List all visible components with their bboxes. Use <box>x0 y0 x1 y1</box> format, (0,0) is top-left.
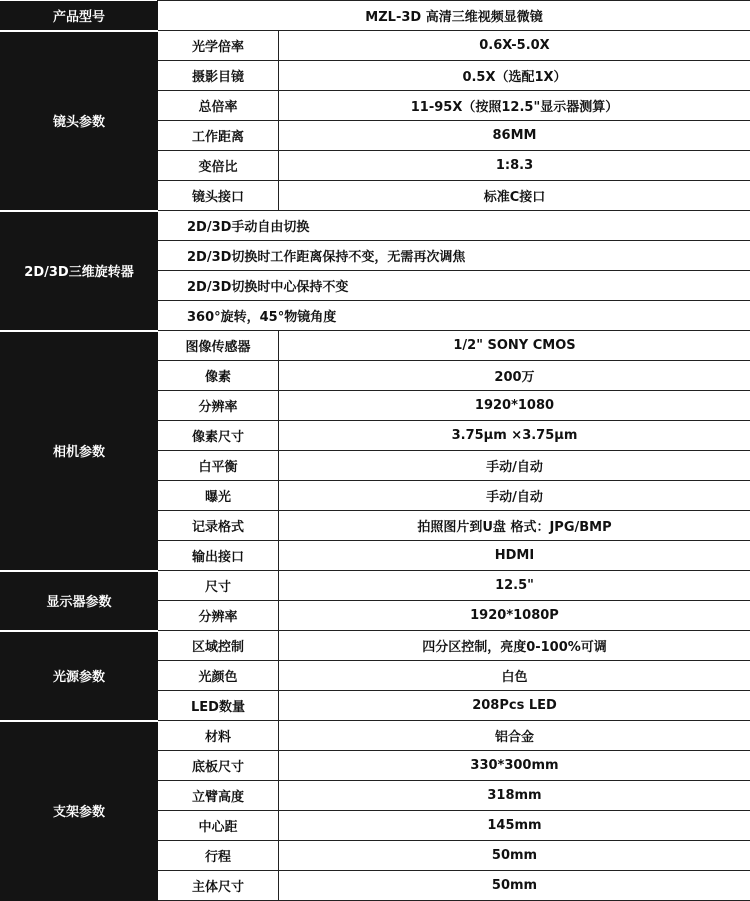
param-value: 208Pcs LED <box>279 691 750 721</box>
param-value: 318mm <box>279 781 750 811</box>
param-value: 1920*1080P <box>279 601 750 631</box>
param-value: 50mm <box>279 841 750 871</box>
table-row <box>1 331 750 361</box>
param-name: 光学倍率 <box>158 31 279 61</box>
feature-text: 2D/3D切换时中心保持不变 <box>158 271 750 301</box>
feature-text: 2D/3D切换时工作距离保持不变，无需再次调焦 <box>158 241 750 271</box>
param-value: 0.6X-5.0X <box>279 31 750 61</box>
param-value: 铝合金 <box>279 721 750 751</box>
param-name: 主体尺寸 <box>158 871 279 901</box>
feature-text: 2D/3D手动自由切换 <box>158 211 750 241</box>
param-name: 中心距 <box>158 811 279 841</box>
param-name: 总倍率 <box>158 91 279 121</box>
param-value: 11-95X（按照12.5"显示器测算） <box>279 91 750 121</box>
param-value: HDMI <box>279 541 750 571</box>
param-name: 摄影目镜 <box>158 61 279 91</box>
feature-text: 360°旋转，45°物镜角度 <box>158 301 750 331</box>
table-row <box>1 721 750 751</box>
param-value: 手动/自动 <box>279 481 750 511</box>
table-row <box>1 211 750 241</box>
param-value: 200万 <box>279 361 750 391</box>
param-value: 330*300mm <box>279 751 750 781</box>
param-name: 曝光 <box>158 481 279 511</box>
table-row <box>1 31 750 61</box>
table-row <box>1 571 750 601</box>
param-name: 像素尺寸 <box>158 421 279 451</box>
param-value: 白色 <box>279 661 750 691</box>
param-name: 立臂高度 <box>158 781 279 811</box>
product-model-value: MZL-3D 高清三维视频显微镜 <box>158 1 750 31</box>
param-name: 记录格式 <box>158 511 279 541</box>
param-name: 材料 <box>158 721 279 751</box>
param-name: 行程 <box>158 841 279 871</box>
param-name: 底板尺寸 <box>158 751 279 781</box>
param-value: 手动/自动 <box>279 451 750 481</box>
param-value: 86MM <box>279 121 750 151</box>
param-name: 光颜色 <box>158 661 279 691</box>
param-name: 白平衡 <box>158 451 279 481</box>
param-value: 12.5" <box>279 571 750 601</box>
param-name: 变倍比 <box>158 151 279 181</box>
param-value: 1/2" SONY CMOS <box>279 331 750 361</box>
param-value: 0.5X（选配1X） <box>279 61 750 91</box>
table-row <box>1 631 750 661</box>
param-name: 区域控制 <box>158 631 279 661</box>
param-name: 分辨率 <box>158 391 279 421</box>
param-name: 像素 <box>158 361 279 391</box>
param-value: 四分区控制，亮度0-100%可调 <box>279 631 750 661</box>
product-model-label: 产品型号 <box>1 1 158 31</box>
section-category: 光源参数 <box>1 631 158 721</box>
section-category: 显示器参数 <box>1 571 158 631</box>
param-value: 145mm <box>279 811 750 841</box>
header-row <box>1 1 750 31</box>
param-value: 3.75μm ×3.75μm <box>279 421 750 451</box>
param-value: 1920*1080 <box>279 391 750 421</box>
param-value: 拍照图片到U盘 格式：JPG/BMP <box>279 511 750 541</box>
param-value: 标准C接口 <box>279 181 750 211</box>
param-name: LED数量 <box>158 691 279 721</box>
spec-table-body <box>1 1 750 901</box>
section-category: 2D/3D三维旋转器 <box>1 211 158 331</box>
param-name: 分辨率 <box>158 601 279 631</box>
param-name: 图像传感器 <box>158 331 279 361</box>
section-category: 相机参数 <box>1 331 158 571</box>
param-name: 尺寸 <box>158 571 279 601</box>
param-name: 工作距离 <box>158 121 279 151</box>
param-name: 输出接口 <box>158 541 279 571</box>
section-category: 支架参数 <box>1 721 158 901</box>
param-value: 1:8.3 <box>279 151 750 181</box>
param-value: 50mm <box>279 871 750 901</box>
section-category: 镜头参数 <box>1 31 158 211</box>
param-name: 镜头接口 <box>158 181 279 211</box>
